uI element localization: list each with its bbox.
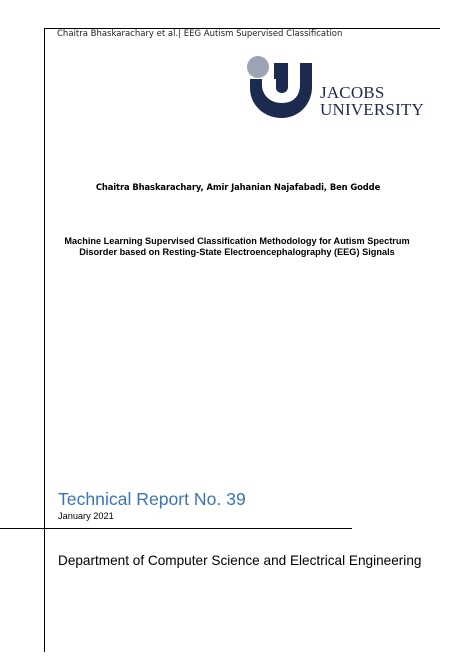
jacobs-university-logo-icon xyxy=(240,55,314,119)
logo-wordmark xyxy=(320,84,424,118)
running-header: Chaitra Bhaskarachary et al.| EEG Autism Supervised Classification xyxy=(57,29,343,39)
logo-line-2: UNIVERSITY xyxy=(320,100,424,119)
report-date: January 2021 xyxy=(58,511,114,521)
paper-title-line-2: Disorder based on Resting-State Electroencephalography (EEG) Signals xyxy=(79,247,395,257)
paper-title xyxy=(50,236,424,258)
horizontal-rule xyxy=(0,528,352,529)
department: Department of Computer Science and Electrical Engineering xyxy=(58,553,422,568)
authors: Chaitra Bhaskarachary, Amir Jahanian Najafabadi, Ben Godde xyxy=(95,182,381,192)
report-title: Technical Report No. 39 xyxy=(58,489,246,509)
paper-title-line-1: Machine Learning Supervised Classification Methodology for Autism Spectrum xyxy=(64,236,410,246)
logo-line-1: JACOBS xyxy=(320,83,385,102)
